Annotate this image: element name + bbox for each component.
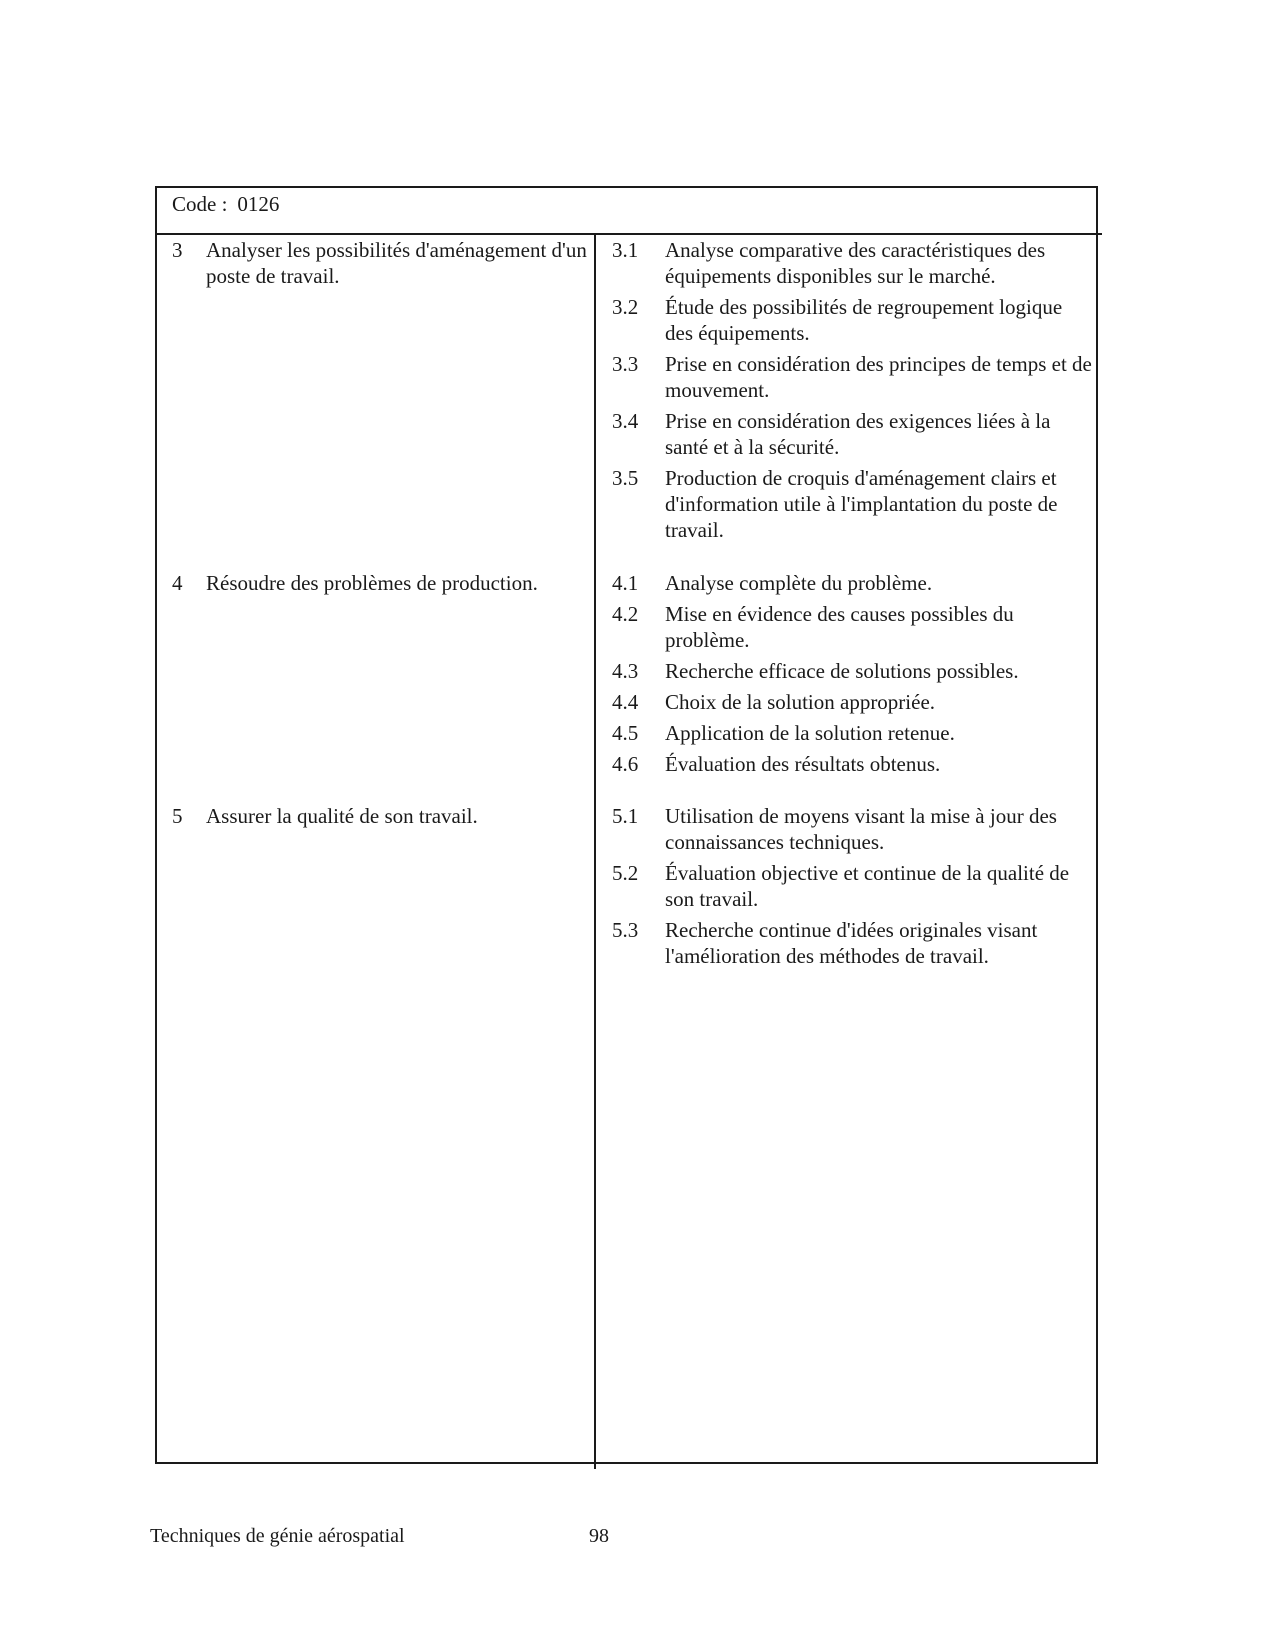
criterion-number: 4.6 (612, 752, 639, 776)
criterion-item (612, 917, 1092, 969)
competency-text: Analyser les possibilités d'aménagement d'un poste de travail. (206, 238, 587, 288)
criterion-item (612, 720, 1092, 746)
competency-number: 4 (172, 571, 183, 595)
criterion-item (612, 658, 1092, 684)
criterion-item (612, 860, 1092, 912)
criterion-text: Prise en considération des principes de temps et de mouvement. (665, 352, 1092, 402)
criterion-text: Recherche efficace de solutions possibles. (665, 659, 1019, 683)
criterion-item (612, 689, 1092, 715)
criterion-text: Recherche continue d'idées originales visant l'amélioration des méthodes de travail. (665, 918, 1038, 968)
criterion-text: Mise en évidence des causes possibles du problème. (665, 602, 1014, 652)
criterion-item (612, 751, 1092, 777)
criterion-number: 4.4 (612, 690, 639, 714)
criterion-text: Prise en considération des exigences liées à la santé et à la sécurité. (665, 409, 1051, 459)
criterion-item (612, 803, 1092, 855)
criterion-number: 4.3 (612, 659, 639, 683)
criterion-number: 3.3 (612, 352, 639, 376)
criterion-number: 4.1 (612, 571, 639, 595)
criterion-item (612, 570, 1092, 596)
criteria-list (612, 803, 1092, 974)
criterion-text: Analyse comparative des caractéristiques des équipements disponibles sur le marché. (665, 238, 1046, 288)
criterion-text: Évaluation des résultats obtenus. (665, 752, 941, 776)
criterion-text: Utilisation de moyens visant la mise à jour des connaissances techniques. (665, 804, 1057, 854)
criterion-item (612, 601, 1092, 653)
criterion-item (612, 465, 1092, 543)
header-divider (155, 233, 1102, 235)
competency-statement (172, 237, 587, 289)
competency-statement (172, 570, 587, 596)
criterion-item (612, 408, 1092, 460)
competency-number: 3 (172, 238, 183, 262)
criterion-text: Analyse complète du problème. (665, 571, 933, 595)
criterion-number: 5.1 (612, 804, 639, 828)
competency-text: Résoudre des problèmes de production. (206, 571, 538, 595)
code-label: Code : (172, 192, 228, 216)
competency-text: Assurer la qualité de son travail. (206, 804, 478, 828)
code-header (172, 191, 279, 217)
criterion-text: Application de la solution retenue. (665, 721, 955, 745)
competency-number: 5 (172, 804, 183, 828)
column-divider (594, 233, 596, 1469)
criteria-list (612, 237, 1092, 548)
criterion-number: 3.1 (612, 238, 639, 262)
criterion-item (612, 237, 1092, 289)
criterion-item (612, 351, 1092, 403)
criteria-list (612, 570, 1092, 782)
footer-page-number: 98 (589, 1525, 609, 1547)
criterion-item (612, 294, 1092, 346)
criterion-number: 5.3 (612, 918, 639, 942)
criterion-number: 3.2 (612, 295, 639, 319)
criterion-number: 4.2 (612, 602, 639, 626)
footer-program-title: Techniques de génie aérospatial (150, 1525, 405, 1547)
criterion-text: Production de croquis d'aménagement clairs et d'information utile à l'implantation du poste de travail. (665, 466, 1058, 542)
criterion-text: Évaluation objective et continue de la qualité de son travail. (665, 861, 1070, 911)
criterion-text: Étude des possibilités de regroupement logique des équipements. (665, 295, 1063, 345)
criterion-text: Choix de la solution appropriée. (665, 690, 936, 714)
criterion-number: 4.5 (612, 721, 639, 745)
code-value: 0126 (237, 192, 280, 216)
competency-statement (172, 803, 587, 829)
criterion-number: 3.5 (612, 466, 639, 490)
criterion-number: 3.4 (612, 409, 639, 433)
criterion-number: 5.2 (612, 861, 639, 885)
